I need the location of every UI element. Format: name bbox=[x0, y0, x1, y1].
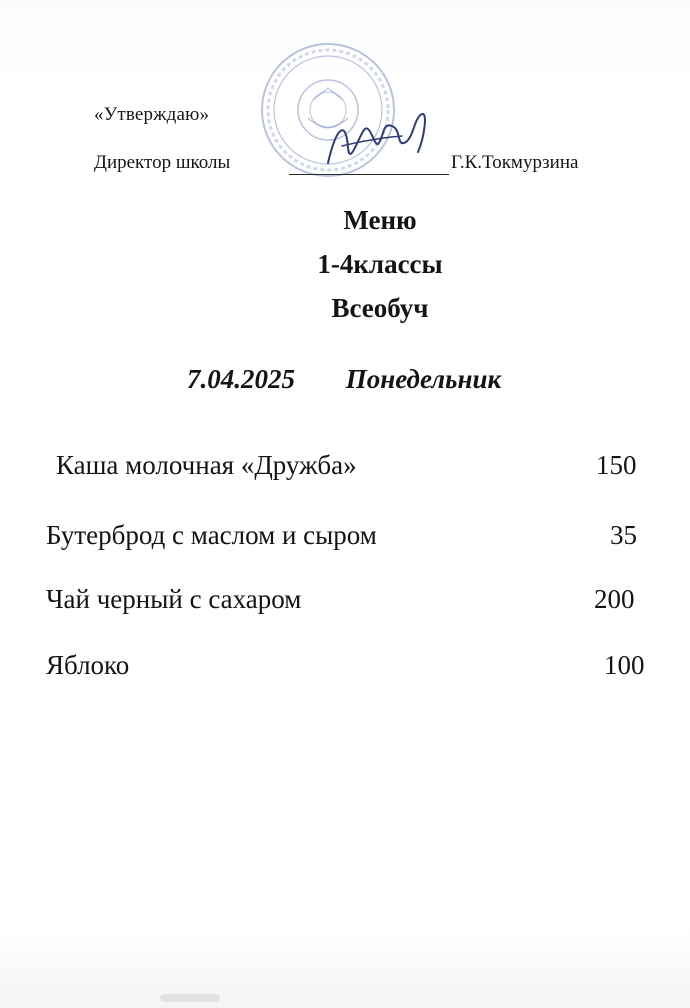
menu-title: Меню bbox=[343, 205, 417, 235]
menu-item bbox=[0, 520, 690, 556]
date-line bbox=[187, 364, 501, 395]
menu-item-quantity: 100 bbox=[604, 650, 645, 680]
director-label: Директор школы bbox=[94, 152, 231, 173]
menu-item-name: Каша молочная «Дружба» bbox=[56, 450, 357, 480]
menu-item-quantity: 150 bbox=[596, 450, 637, 480]
signature-line bbox=[289, 174, 449, 175]
director-signature-row bbox=[94, 152, 634, 180]
menu-item bbox=[0, 584, 690, 620]
menu-item-quantity: 200 bbox=[594, 584, 635, 614]
menu-item-name: Яблоко bbox=[46, 650, 130, 680]
grade-range: 1-4классы bbox=[317, 249, 443, 279]
scan-smudge bbox=[160, 994, 220, 1002]
menu-item bbox=[0, 650, 690, 686]
director-name: Г.К.Токмурзина bbox=[451, 152, 579, 173]
menu-weekday: Понедельник bbox=[345, 364, 502, 394]
approval-heading: «Утверждаю» bbox=[94, 104, 210, 125]
menu-item bbox=[0, 450, 690, 486]
menu-item-name: Бутерброд с маслом и сыром bbox=[46, 520, 377, 550]
menu-item-quantity: 35 bbox=[610, 520, 637, 550]
menu-date: 7.04.2025 bbox=[187, 364, 295, 394]
program-name: Всеобуч bbox=[331, 293, 429, 323]
menu-item-name: Чай черный с сахаром bbox=[46, 584, 302, 614]
menu-title-block bbox=[0, 198, 690, 330]
